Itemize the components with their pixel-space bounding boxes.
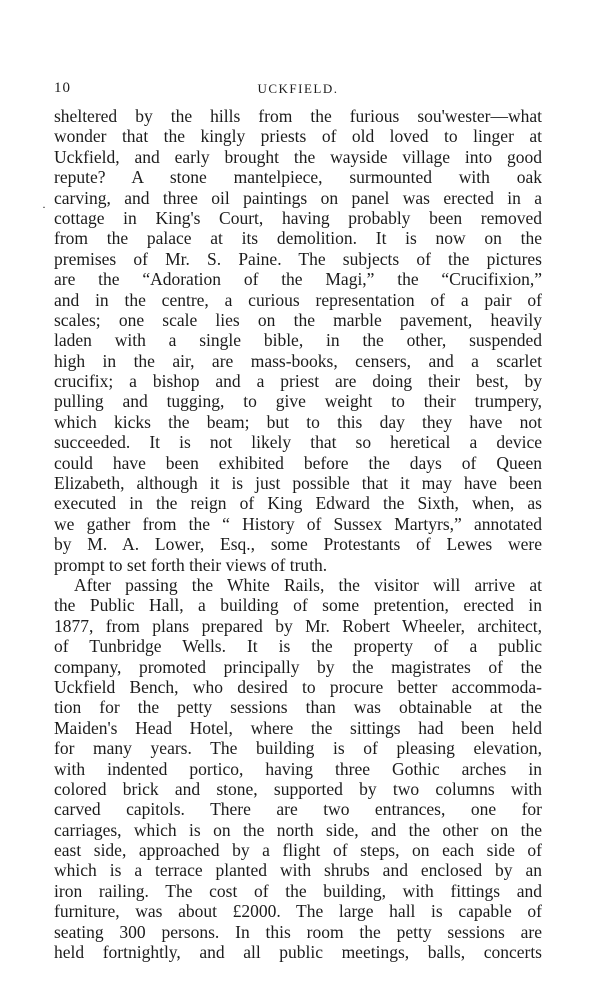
text-line: which kicks the beam; but to this day they have not	[54, 411, 542, 432]
text-line: repute? A stone mantelpiece, surmounted with oak	[54, 167, 542, 188]
text-line: executed in the reign of King Edward the Sixth, when, as	[54, 493, 542, 514]
text-line: of Tunbridge Wells. It is the property of a public	[54, 636, 542, 657]
text-line: which is a terrace planted with shrubs and enclosed by an	[54, 860, 542, 881]
text-line: seating 300 persons. In this room the petty sessions are	[54, 921, 542, 942]
text-line: by M. A. Lower, Esq., some Protestants of Lewes were	[54, 534, 542, 555]
text-line: tion for the petty sessions than was obtainable at the	[54, 697, 542, 718]
text-line: company, promoted principally by the magistrates of the	[54, 656, 542, 677]
text-line: from the palace at its demolition. It is now on the	[54, 228, 542, 249]
text-line: carriages, which is on the north side, and the other on the	[54, 819, 542, 840]
text-line: Maiden's Head Hotel, where the sittings had been held	[54, 717, 542, 738]
text-line: east side, approached by a flight of steps, on each side of	[54, 840, 542, 861]
text-line: iron railing. The cost of the building, with fittings and	[54, 880, 542, 901]
text-line: furniture, was about £2000. The large hall is capable of	[54, 901, 542, 922]
text-line: carving, and three oil paintings on panel was erected in a	[54, 187, 542, 208]
text-line: scales; one scale lies on the marble pavement, heavily	[54, 309, 542, 330]
margin-mark: ·	[42, 200, 46, 214]
text-line: colored brick and stone, supported by two columns with	[54, 778, 542, 799]
text-line: crucifix; a bishop and a priest are doing their best, by	[54, 371, 542, 392]
running-title: UCKFIELD.	[257, 81, 339, 96]
text-line: premises of Mr. S. Paine. The subjects of the pictures	[54, 248, 542, 269]
text-line: Elizabeth, although it is just possible that it may have been	[54, 473, 542, 494]
page-number: 10	[54, 80, 71, 96]
text-line: cottage in King's Court, having probably been removed	[54, 207, 542, 228]
body-text	[54, 106, 542, 962]
book-page	[54, 80, 542, 962]
paragraph-end-line: prompt to set forth their views of truth.	[54, 554, 328, 575]
text-line: laden with a single bible, in the other, suspended	[54, 330, 542, 351]
text-line: carved capitols. There are two entrances, one for	[54, 799, 542, 820]
text-line: and in the centre, a curious representation of a pair of	[54, 289, 542, 310]
paragraph-start-line: After passing the White Rails, the visitor will arrive at	[74, 574, 542, 595]
text-line: held fortnightly, and all public meetings, balls, concerts	[54, 942, 542, 963]
text-line: the Public Hall, a building of some pretention, erected in	[54, 595, 542, 616]
text-line: could have been exhibited before the days of Queen	[54, 452, 542, 473]
text-line: wonder that the kingly priests of old loved to linger at	[54, 126, 542, 147]
text-line: with indented portico, having three Gothic arches in	[54, 758, 542, 779]
text-line: 1877, from plans prepared by Mr. Robert Wheeler, architect,	[54, 615, 542, 636]
text-line: we gather from the “ History of Sussex Martyrs,” annotated	[54, 513, 542, 534]
text-line: sheltered by the hills from the furious sou'wester—what	[54, 106, 542, 126]
text-line: pulling and tugging, to give weight to their trumpery,	[54, 391, 542, 412]
running-head	[54, 80, 542, 104]
text-line: Uckfield Bench, who desired to procure better accommoda-	[54, 676, 542, 697]
text-line: high in the air, are mass-books, censers, and a scarlet	[54, 350, 542, 371]
text-line: for many years. The building is of pleasing elevation,	[54, 738, 542, 759]
text-line: are the “Adoration of the Magi,” the “Crucifixion,”	[54, 269, 542, 290]
text-line: Uckfield, and early brought the wayside village into good	[54, 146, 542, 167]
text-line: succeeded. It is not likely that so heretical a device	[54, 432, 542, 453]
